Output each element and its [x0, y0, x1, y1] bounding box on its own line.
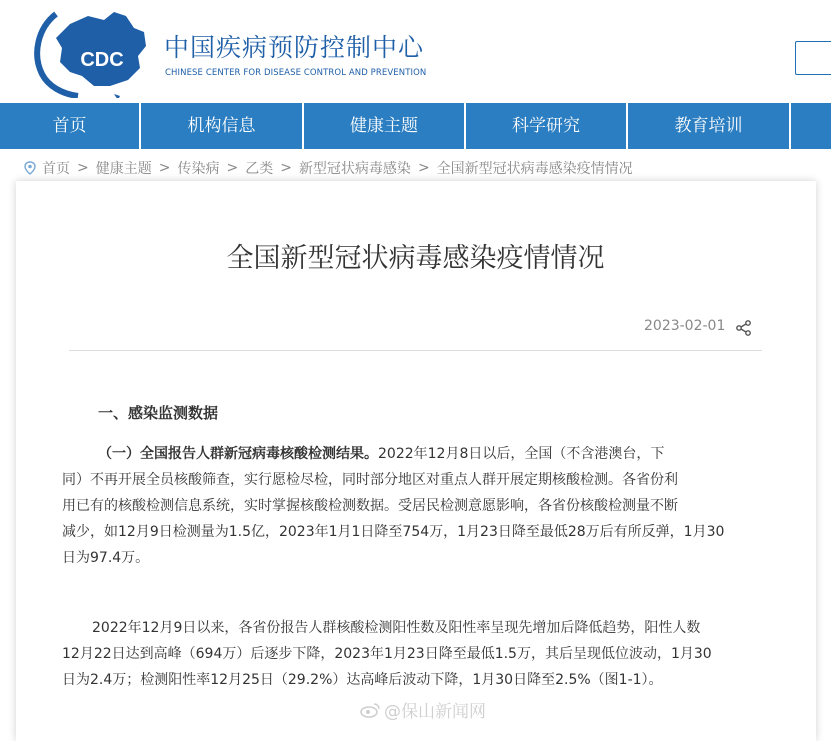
breadcrumb-separator: >	[417, 160, 430, 176]
nav-item-education[interactable]: 教育培训	[628, 103, 791, 149]
logo-text: CDC	[80, 49, 124, 71]
paragraph-1-line: 2022年12月8日以后，全国（不含港澳台，下	[378, 446, 665, 462]
paragraph-1-heading: （一）全国报告人群新冠病毒核酸检测结果。	[98, 446, 378, 462]
paragraph-2-line: 12月22日达到高峰（694万）后逐步下降，2023年1月23日降至最低1.5万，其后呈现低位波动，1月30	[62, 646, 712, 662]
search-input[interactable]	[795, 41, 831, 75]
brand-name-cn[interactable]: 中国疾病预防控制中心	[164, 33, 425, 62]
article-date: 2023-02-01	[644, 318, 726, 334]
paragraph-1-line: 减少，如12月9日检测量为1.5亿，2023年1月1日降至754万，1月23日降至最低28万后有所反弹，1月30	[62, 524, 725, 540]
title-divider	[69, 350, 762, 351]
nav-item-organization[interactable]: 机构信息	[141, 103, 304, 149]
paragraph-2-line: 2022年12月9日以来，各省份报告人群核酸检测阳性数及阳性率呈现先增加后降低趋势，阳性人数	[92, 620, 701, 636]
breadcrumb-health-topics[interactable]: 健康主题	[95, 161, 152, 177]
watermark-text: @保山新闻网	[384, 702, 486, 722]
site-header	[0, 0, 831, 103]
paragraph-1-line: 同）不再开展全员核酸筛查，实行愿检尽检，同时部分地区对重点人群开展定期核酸检测。各省份利	[62, 472, 678, 488]
share-icon[interactable]	[735, 319, 753, 337]
breadcrumb-class-b[interactable]: 乙类	[245, 161, 274, 177]
main-nav	[0, 103, 831, 149]
nav-item-home[interactable]: 首页	[0, 103, 141, 149]
paragraph-1-line: 日为97.4万。	[62, 550, 150, 566]
article-title: 全国新型冠状病毒感染疫情情况	[226, 243, 605, 274]
breadcrumb	[24, 156, 633, 180]
breadcrumb-separator: >	[77, 160, 89, 176]
watermark	[360, 697, 486, 722]
breadcrumb-infectious-disease[interactable]: 传染病	[177, 161, 220, 177]
breadcrumb-home[interactable]: 首页	[42, 161, 70, 177]
nav-item-research[interactable]: 科学研究	[466, 103, 628, 149]
weibo-icon	[360, 702, 380, 718]
cdc-logo[interactable]	[30, 6, 152, 98]
paragraph-1-line: 用已有的核酸检测信息系统，实时掌握核酸检测数据。受居民检测意愿影响，各省份核酸检测量不断	[62, 498, 678, 514]
breadcrumb-current[interactable]: 全国新型冠状病毒感染疫情情况	[436, 161, 633, 177]
nav-item-health-topics[interactable]: 健康主题	[304, 103, 466, 149]
paragraph-2-line: 日为2.4万；检测阳性率12月25日（29.2%）达高峰后波动下降，1月30日降至2.5%（图1-1）。	[62, 672, 663, 688]
breadcrumb-separator: >	[158, 160, 171, 176]
breadcrumb-separator: >	[280, 160, 292, 176]
brand-name-en: CHINESE CENTER FOR DISEASE CONTROL AND PREVENTION	[165, 68, 427, 78]
location-pin-icon	[24, 161, 36, 175]
breadcrumb-separator: >	[226, 160, 239, 176]
breadcrumb-covid[interactable]: 新型冠状病毒感染	[298, 161, 411, 177]
section-heading: 一、感染监测数据	[98, 404, 219, 422]
paragraph-1	[62, 441, 774, 571]
paragraph-2	[62, 615, 774, 693]
